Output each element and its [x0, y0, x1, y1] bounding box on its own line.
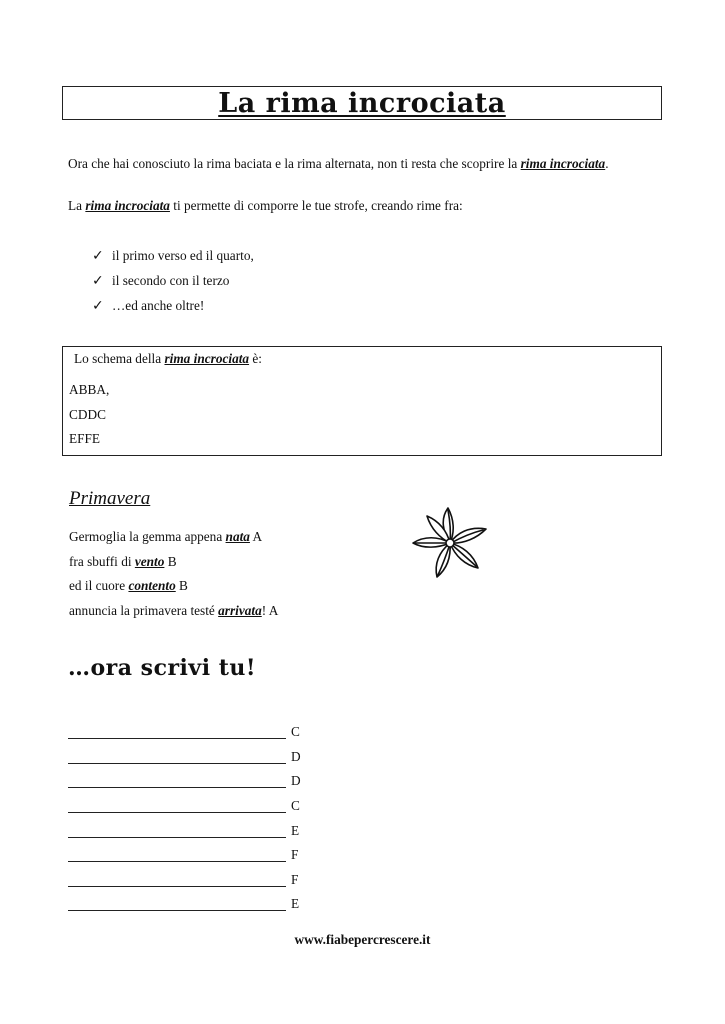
write-line: [68, 891, 299, 911]
blank-line[interactable]: [68, 773, 286, 788]
poem-rhyme-word: contento: [128, 578, 176, 593]
poem-line-text: Germoglia la gemma appena: [69, 529, 226, 544]
list-item-text: il secondo con il terzo: [112, 272, 230, 288]
poem-line-rhyme: B: [164, 554, 177, 569]
intro-end: .: [605, 156, 609, 171]
write-section-title: …ora scrivi tu!: [68, 655, 257, 681]
blank-line[interactable]: [68, 847, 286, 862]
check-mark-icon: ✓: [92, 297, 104, 314]
rhyme-letter: F: [291, 872, 299, 887]
write-line: [68, 768, 301, 788]
list-item: [92, 268, 254, 293]
definition-text: La: [68, 198, 86, 213]
schema-line: ABBA,: [69, 382, 110, 397]
page-title: La rima incrociata: [218, 87, 506, 119]
poem-line: [69, 529, 262, 545]
poem-rhyme-word: arrivata: [218, 603, 262, 618]
poem-line-rhyme: B: [175, 578, 188, 593]
schema-line: EFFE: [69, 431, 101, 446]
intro-paragraph: [68, 155, 609, 172]
blank-line[interactable]: [68, 749, 286, 764]
list-item-text: il primo verso ed il quarto,: [112, 247, 254, 263]
blank-line[interactable]: [68, 872, 286, 887]
list-item: [92, 293, 254, 318]
rhyme-letter: D: [291, 749, 301, 764]
rhyme-letter: C: [291, 798, 300, 813]
poem-line: [69, 554, 177, 570]
check-mark-icon: ✓: [92, 247, 104, 264]
title-box: [62, 86, 662, 120]
rhyme-letter: E: [291, 896, 300, 911]
poem-rhyme-word: nata: [225, 529, 250, 544]
poem-rhyme-word: vento: [134, 554, 165, 569]
poem-line-text: ed il cuore: [69, 578, 129, 593]
write-line: [68, 842, 298, 862]
blank-line[interactable]: [68, 896, 286, 911]
rhyme-letter: D: [291, 773, 301, 788]
intro-keyword: rima incrociata: [520, 156, 606, 171]
check-mark-icon: ✓: [92, 272, 104, 289]
footer-website: www.fiabepercrescere.it: [294, 932, 431, 947]
write-line: [68, 818, 299, 838]
write-line: [68, 744, 301, 764]
definition-paragraph: [68, 197, 463, 214]
flower-icon: [407, 505, 493, 581]
schema-keyword: rima incrociata: [164, 351, 250, 366]
poem-line: [69, 603, 278, 619]
write-line: [68, 719, 300, 739]
poem-title: Primavera: [69, 488, 151, 509]
blank-line[interactable]: [68, 798, 286, 813]
definition-keyword: rima incrociata: [85, 198, 170, 213]
rhyme-pairs-list: [92, 243, 254, 318]
intro-text: Ora che hai conosciuto la rima baciata e la rima alternata, non ti resta che scoprire la: [68, 156, 521, 171]
list-item-text: …ed anche oltre!: [112, 297, 205, 313]
list-item: [92, 243, 254, 268]
poem-line: [69, 578, 188, 594]
blank-line[interactable]: [68, 823, 286, 838]
poem-line-rhyme: A: [249, 529, 263, 544]
poem-line-rhyme: ! A: [261, 603, 279, 618]
definition-end: ti permette di comporre le tue strofe, creando rime fra:: [169, 198, 463, 213]
write-line: [68, 793, 300, 813]
schema-intro: [74, 351, 262, 367]
rhyme-letter: F: [291, 847, 299, 862]
rhyme-letter: E: [291, 823, 300, 838]
schema-line: CDDC: [69, 407, 106, 422]
schema-box: [62, 346, 662, 456]
schema-end: è:: [249, 351, 262, 366]
poem-line-text: fra sbuffi di: [69, 554, 135, 569]
blank-line[interactable]: [68, 724, 286, 739]
schema-text: Lo schema della: [74, 351, 165, 366]
poem-line-text: annuncia la primavera testé: [69, 603, 219, 618]
rhyme-letter: C: [291, 724, 300, 739]
write-line: [68, 867, 298, 887]
